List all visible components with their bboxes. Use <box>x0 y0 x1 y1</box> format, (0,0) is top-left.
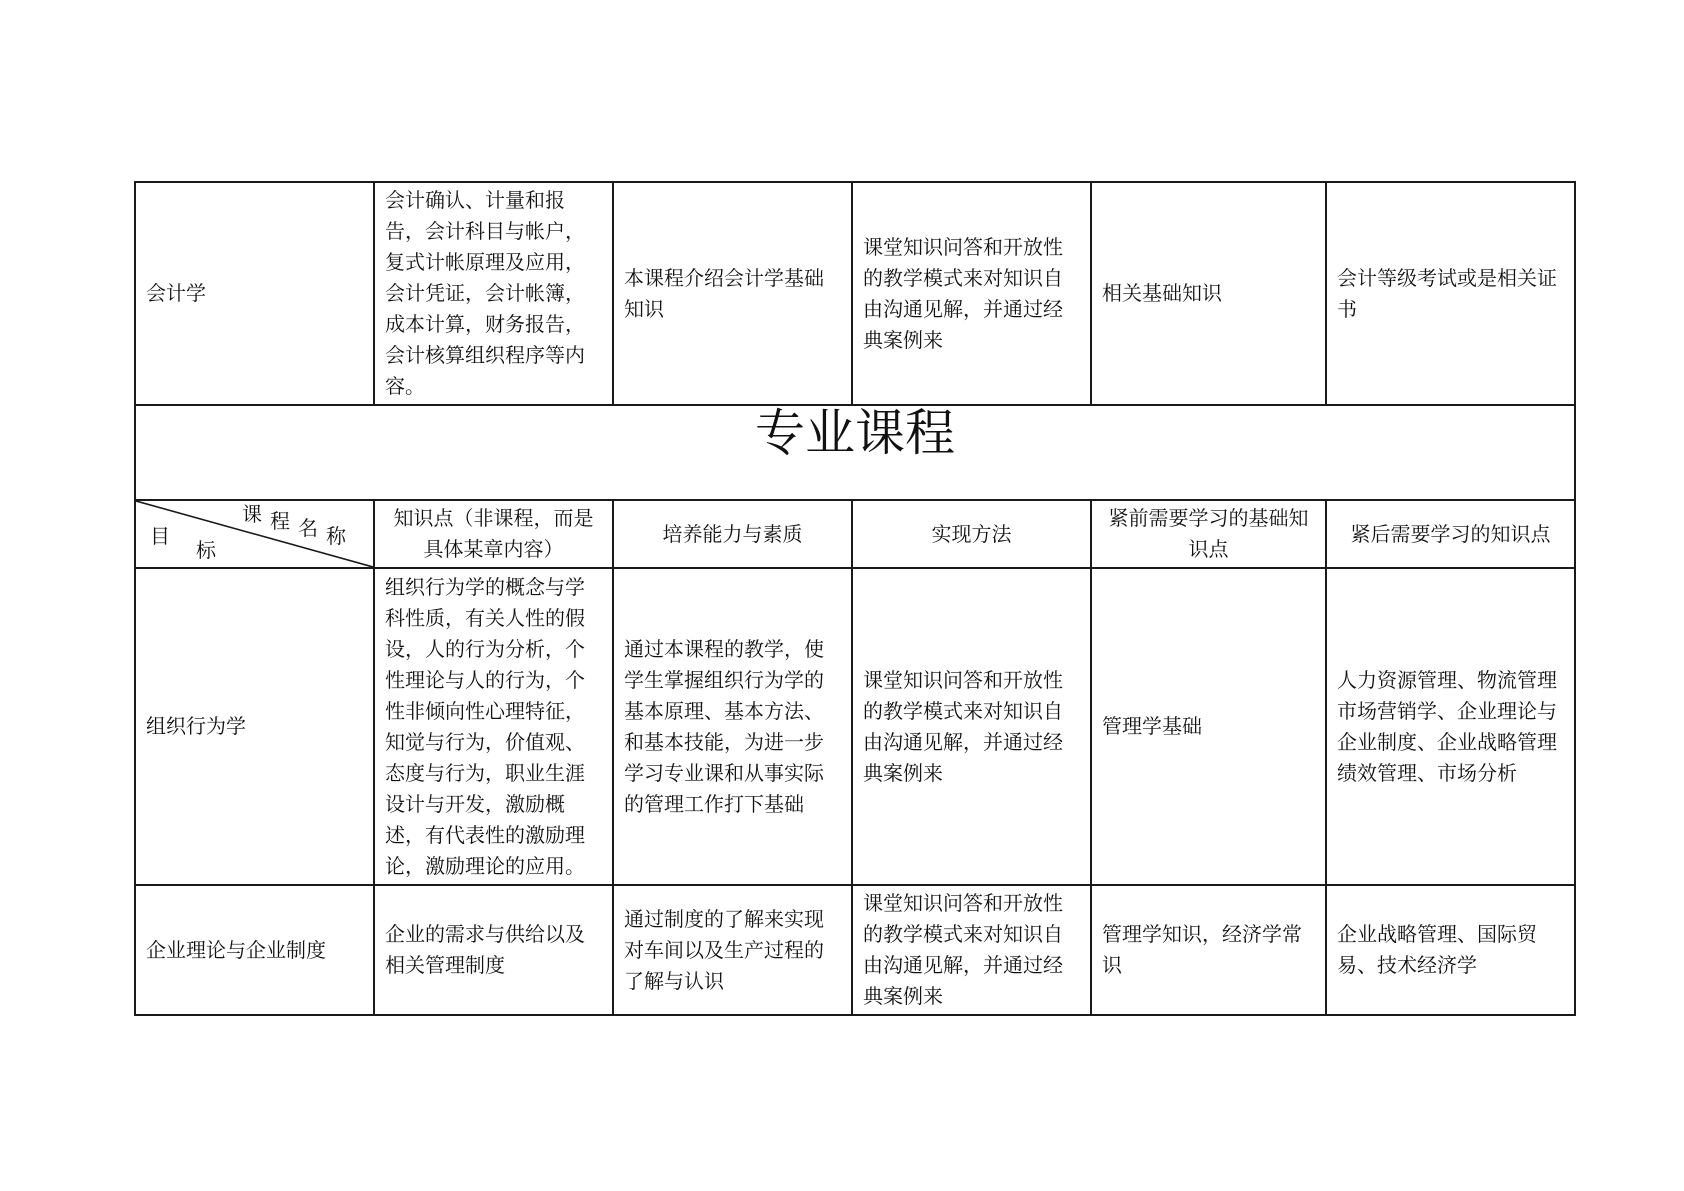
course-table <box>134 181 1576 1016</box>
header-ability: 培养能力与素质 <box>613 500 852 568</box>
table-row <box>135 885 1575 1015</box>
knowledge-cell: 组织行为学的概念与学科性质，有关人性的假设，人的行为分析，个性理论与人的行为，个性非倾向性心理特征，知觉与行为，价值观、态度与行为，职业生涯设计与开发，激励概述，有代表性的激励理论，激励理论的应用。 <box>374 568 613 885</box>
method-cell: 课堂知识问答和开放性的教学模式来对知识自由沟通见解，并通过经典案例来 <box>852 885 1091 1015</box>
ability-cell: 本课程介绍会计学基础知识 <box>613 182 852 405</box>
diag-label-char: 名 <box>298 516 318 540</box>
diag-label-char: 标 <box>196 538 216 562</box>
course-name-cell: 会计学 <box>135 182 374 405</box>
diag-label-char: 目 <box>150 524 170 548</box>
table-row <box>135 568 1575 885</box>
prereq-cell: 管理学知识，经济学常识 <box>1091 885 1326 1015</box>
prereq-cell: 管理学基础 <box>1091 568 1326 885</box>
header-prereq <box>1091 500 1326 568</box>
header-row <box>135 500 1575 568</box>
diag-label-char: 程 <box>270 509 290 533</box>
header-knowledge-line2: 具体某章内容） <box>423 537 564 561</box>
ability-cell: 通过制度的了解来实现对车间以及生产过程的了解与认识 <box>613 885 852 1015</box>
header-followup: 紧后需要学习的知识点 <box>1326 500 1575 568</box>
course-name-cell: 企业理论与企业制度 <box>135 885 374 1015</box>
diag-label-char: 课 <box>242 502 262 526</box>
ability-cell: 通过本课程的教学，使学生掌握组织行为学的基本原理、基本方法、和基本技能，为进一步学习专业课和从事实际的管理工作打下基础 <box>613 568 852 885</box>
section-title: 专业课程 <box>135 405 1575 500</box>
header-prereq-line2: 识点 <box>1188 537 1229 561</box>
diagonal-header-cell <box>135 500 374 568</box>
header-method: 实现方法 <box>852 500 1091 568</box>
followup-cell: 人力资源管理、物流管理市场营销学、企业理论与企业制度、企业战略管理绩效管理、市场分析 <box>1326 568 1575 885</box>
prereq-cell: 相关基础知识 <box>1091 182 1326 405</box>
header-knowledge <box>374 500 613 568</box>
followup-cell: 企业战略管理、国际贸易、技术经济学 <box>1326 885 1575 1015</box>
knowledge-cell: 会计确认、计量和报告，会计科目与帐户，复式计帐原理及应用，会计凭证，会计帐簿，成本计算，财务报告，会计核算组织程序等内容。 <box>374 182 613 405</box>
method-cell: 课堂知识问答和开放性的教学模式来对知识自由沟通见解，并通过经典案例来 <box>852 182 1091 405</box>
header-prereq-line1: 紧前需要学习的基础知 <box>1108 506 1309 530</box>
method-cell: 课堂知识问答和开放性的教学模式来对知识自由沟通见解，并通过经典案例来 <box>852 568 1091 885</box>
knowledge-cell: 企业的需求与供给以及相关管理制度 <box>374 885 613 1015</box>
followup-cell: 会计等级考试或是相关证书 <box>1326 182 1575 405</box>
table-row <box>135 182 1575 405</box>
header-knowledge-line1: 知识点（非课程，而是 <box>393 506 594 530</box>
course-name-cell: 组织行为学 <box>135 568 374 885</box>
section-title-row <box>135 405 1575 500</box>
diag-label-char: 称 <box>326 524 346 548</box>
